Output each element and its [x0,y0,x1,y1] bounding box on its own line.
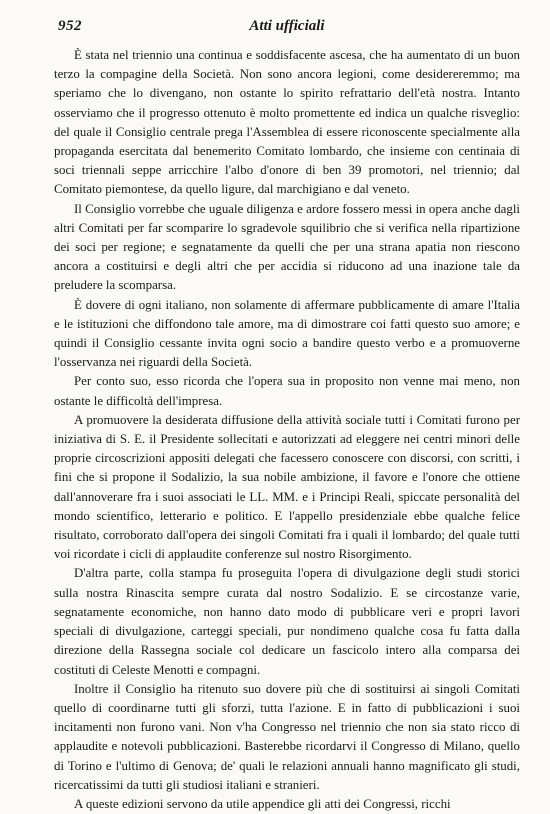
paragraph: È stata nel triennio una continua e soddisfacente ascesa, che ha aumentato di un buon terzo la compagine della Società. Non sono ancora legioni, come desidereremmo; ma speriamo che lo divengano, non ostante lo spirito refrattario dell'età nostra. Intanto osserviamo che il progresso ottenuto è molto promettente ed indica un qualche risveglio: del quale il Consiglio centrale prega l'Assemblea di essere riconoscente specialmente alla propaganda esercitata dal benemerito Comitato lombardo, che insieme con centinaia di soci triennali seppe arricchire l'albo d'onore di ben 39 promotori, nel triennio; dal Comitato piemontese, da quello ligure, dal marchigiano e dal veneto. [54,48,520,197]
body-text [54,46,520,814]
paragraph: È dovere di ogni italiano, non solamente di affermare pubblicamente di amare l'Italia e le istituzioni che diffondono tale amore, ma di dimostrare coi fatti questo suo amore; e quindi il Consiglio cessante invita ogni socio a bandire questo verbo e a promuoverne l'osservanza nei riguardi della Società. [54,297,520,370]
page-header [54,16,520,42]
paragraph: Il Consiglio vorrebbe che uguale diligenza e ardore fossero messi in opera anche dagli altri Comitati per far scomparire lo sgradevole squilibrio che si verifica nella ripartizione dei soci per regione; e segnatamente da quelli che per una strana apatia non riescono ancora a costituirsi e degli altri che per accidia si riducono ad una inazione tale da preludere la scomparsa. [54,201,520,293]
paragraph: Per conto suo, esso ricorda che l'opera sua in proposito non venne mai meno, non ostante le difficoltà dell'impresa. [54,374,520,408]
paragraph: D'altra parte, colla stampa fu proseguita l'opera di divulgazione degli studi storici sulla nostra Rinascita sempre curata dal nostro Sodalizio. E se circostanze varie, segnatamente economiche, non hanno dato modo di pubblicare veri e propri lavori speciali di divulgazione, carteggi speciali, pur nondimeno qualche cosa fu fatta dalla direzione della Rassegna sociale col dedicare un fascicolo intero alla comparsa dei costituti di Celeste Menotti e compagni. [54,566,520,677]
running-head: Atti ufficiali [249,18,325,34]
page-number: 952 [58,18,82,34]
paragraph: Inoltre il Consiglio ha ritenuto suo dovere più che di sostituirsi ai singoli Comitati quello di coordinarne tutti gli sforzi, tutta l'azione. E in fatto di pubblicazioni i suoi incitamenti non furono vani. Non v'ha Congresso nel triennio che non sia stato ricco di applaudite e notevoli pubblicazioni. Basterebbe ricordarvi il Congresso di Milano, quello di Torino e l'ultimo di Genova; de' quali le relazioni annuali hanno magnificato gli studi, ricercatissimi da tutti gli studiosi italiani e stranieri. [54,681,520,792]
paragraph: A promuovere la desiderata diffusione della attività sociale tutti i Comitati furono per iniziativa di S. E. il Presidente sollecitati e autorizzati ad eleggere nei centri minori delle proprie circoscrizioni appositi delegati che facessero conoscere con discorsi, con scritti, i fini che si propone il Sodalizio, la sua nobile ambizione, il favore e l'onore che ottiene dall'annoverare fra i suoi associati le LL. MM. e i Principi Reali, spiccate personalità del mondo scientifico, letterario e politico. E l'appello presidenziale ebbe qualche felice risultato, corroborato dall'opera dei singoli Comitati fra i quali il lombardo; del quale tutti voi ricordate i cicli di applaudite conferenze sul nostro Risorgimento. [54,412,520,562]
paragraph: A queste edizioni servono da utile appendice gli atti dei Congressi, ricchi [74,796,451,811]
